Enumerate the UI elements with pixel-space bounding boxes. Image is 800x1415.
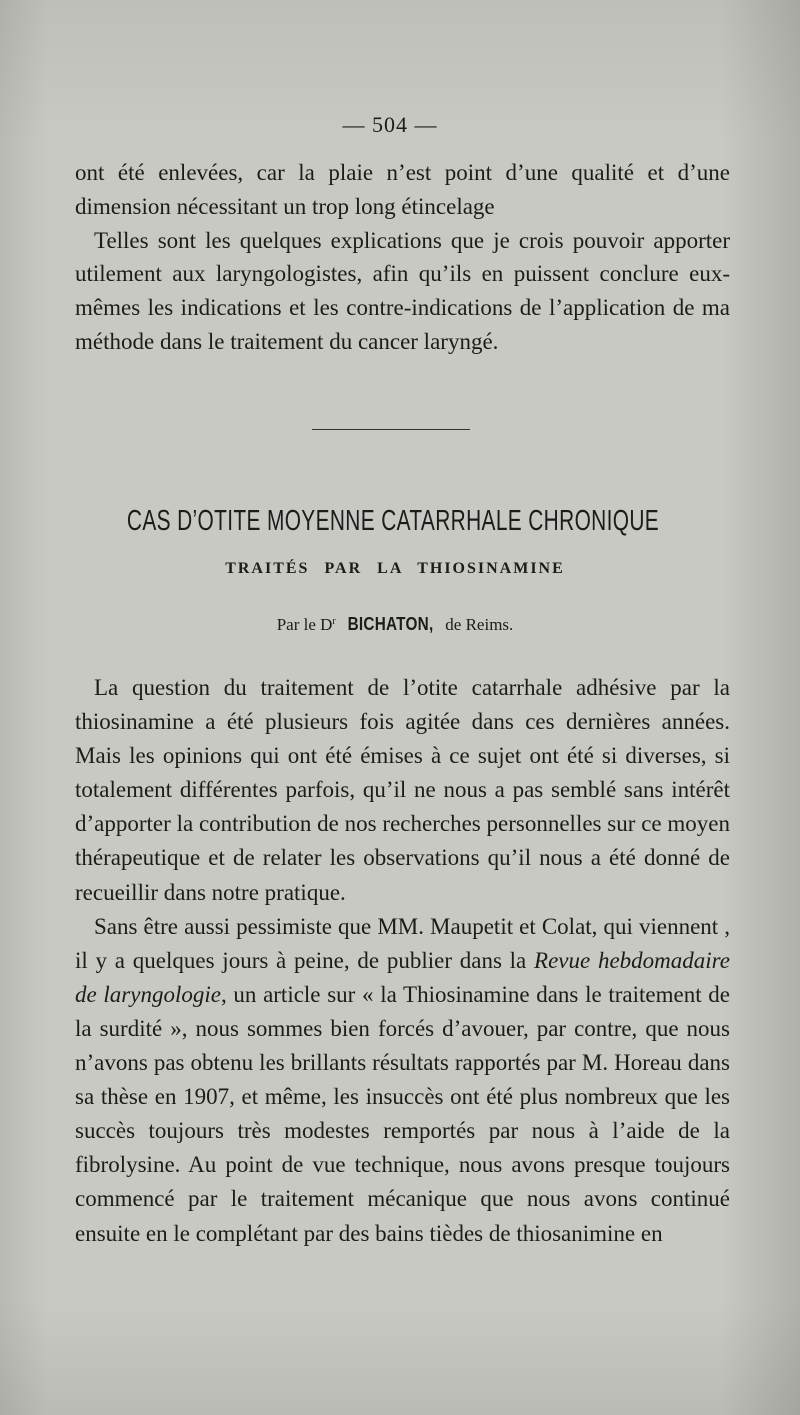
article-byline [0, 614, 790, 635]
paragraph-text: Sans être aussi pessimiste que MM. Maupetit et Colat, qui viennent , il y a quelques jours à peine, de publier dans la [75, 913, 730, 973]
paragraph: Telles sont les quelques explications que je crois pouvoir apporter utilement aux laryngologistes, afin qu’ils en puissent conclure eux-mêmes les indications et les contre-indications de l’application de ma méthode dans le traitement du cancer laryngé. [75, 227, 730, 354]
paragraph: La question du traitement de l’otite catarrhale adhésive par la thiosinamine a été plusieurs fois agitée dans ces dernières années. Mais les opinions qui ont été émises à ce sujet ont été si diverses, si totalement différentes parfois, qu’il ne nous a pas semblé sans intérêt d’apporter la contribution de nos recherches personnelles sur ce moyen thérapeutique et de relater les observations qu’il nous a été donné de recueillir dans notre pratique. [75, 675, 730, 905]
article-body [75, 671, 730, 1251]
byline-suffix: de Reims. [445, 615, 514, 634]
author-name: BICHATON, [347, 614, 434, 634]
byline-superscript: r [332, 616, 336, 627]
paragraph: ont été enlevées, car la plaie n’est point d’une qualité et d’une dimension nécessitant un trop long étincelage [75, 160, 730, 219]
article-title: CAS D’OTITE MOYENNE CATARRHALE CHRONIQUE [126, 505, 660, 537]
article-subtitle: TRAITÉS PAR LA THIOSINAMINE [225, 560, 565, 577]
paragraph [75, 910, 730, 1251]
continued-text-block [75, 156, 730, 359]
section-divider [312, 429, 470, 430]
byline-prefix: Par le D [276, 615, 333, 634]
paragraph-text: , un article sur « la Thiosinamine dans le traitement de la surdité », nous sommes bien forcés d’avouer, par contre, que nous n’avons pas obtenu les brillants résultats rapportés par M. Horeau dans sa thèse en 1907, et même, les insuccès ont été plus nombreux que les succès toujours très modestes remportés par nous à l’aide de la fibrolysine. Au point de vue technique, nous avons presque toujours commencé par le traitement mécanique que nous avons continué ensuite en le complétant par des bains tièdes de thiosanimine en [75, 981, 730, 1246]
journal-title: Revue hebdomadaire de laryngologie [75, 947, 730, 1007]
page-number: — 504 — [342, 112, 438, 137]
